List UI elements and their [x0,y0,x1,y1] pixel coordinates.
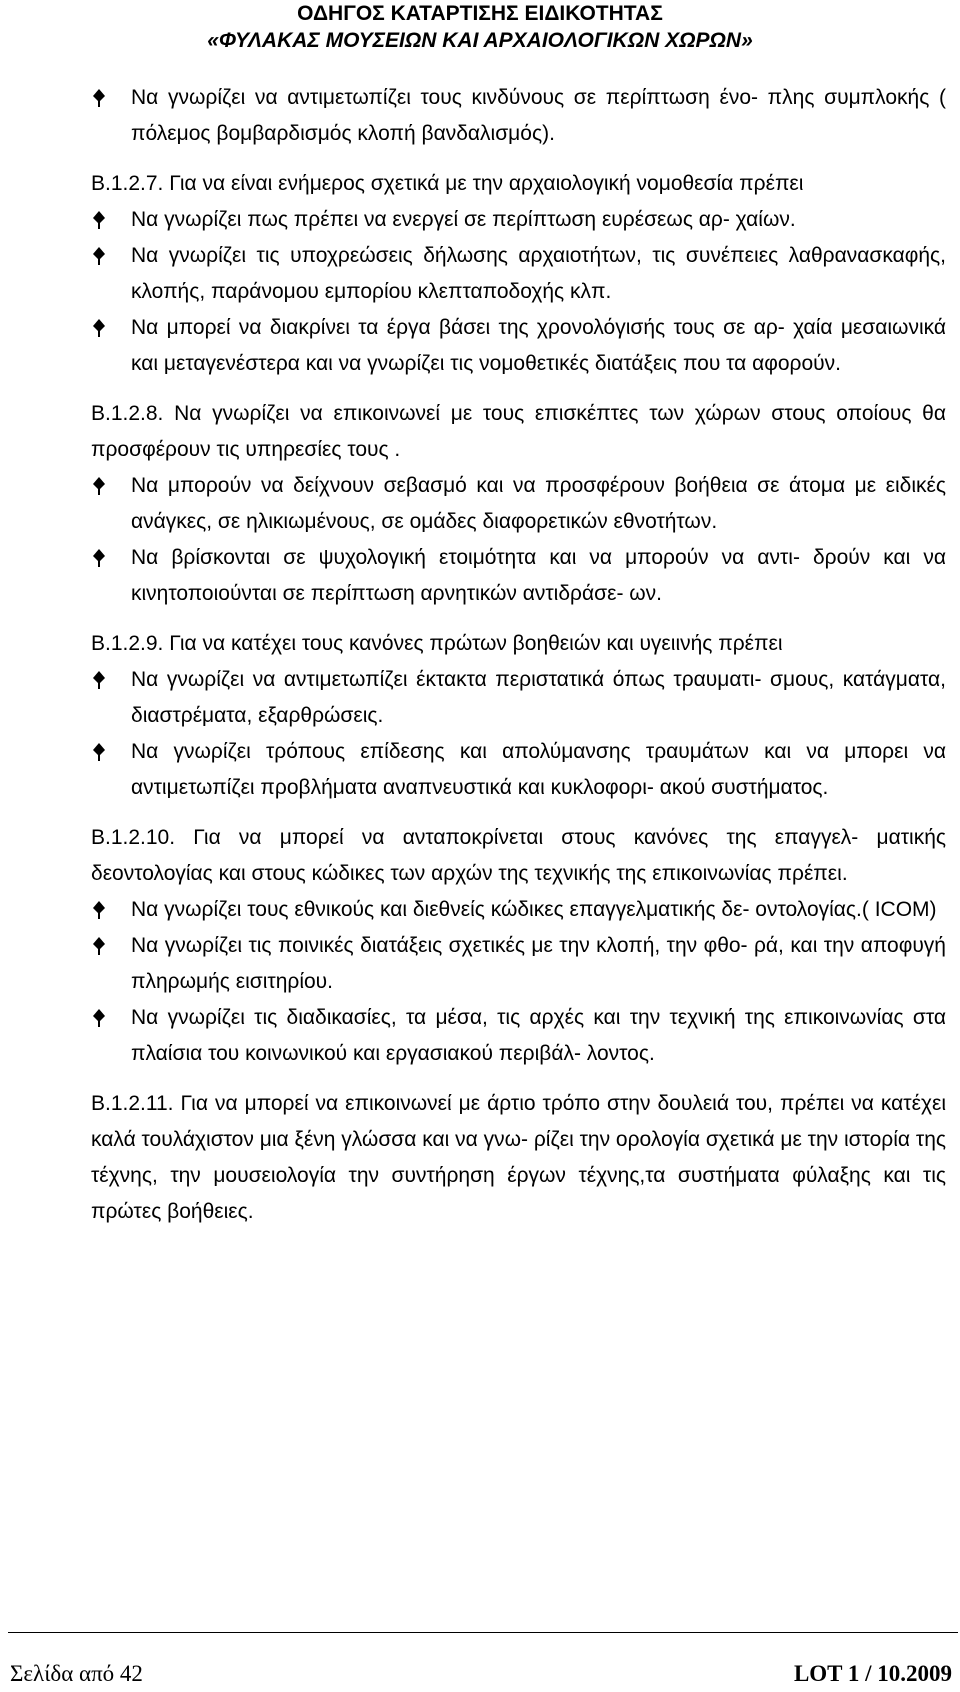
section-b128 [91,396,946,612]
bullet-text: Να γνωρίζει τις διαδικασίες, τα μέσα, τις αρχές και την τεχνική της επικοινωνίας στα πλαίσια του κοινωνικού και εργασιακού περιβάλ- λοντος. [131,1006,946,1065]
header-guide-title: ΟΔΗΓΟΣ ΚΑΤΑΡΤΙΣΗΣ ΕΙΔΙΚΟΤΗΤΑΣ [297,2,663,25]
bullet-item [91,734,946,806]
bullet-text: Να γνωρίζει πως πρέπει να ενεργεί σε περίπτωση ευρέσεως αρ- χαίων. [131,208,796,231]
diamond-bullet-icon [91,549,107,567]
diamond-bullet-icon [91,319,107,337]
diamond-bullet-icon [91,743,107,761]
section-b127 [91,166,946,382]
diamond-bullet-icon [91,477,107,495]
diamond-bullet-icon [91,211,107,229]
section-intro [91,80,946,152]
bullet-item [91,238,946,310]
footer-divider [8,1632,958,1633]
footer-doc-code: LOT 1 / 10.2009 [793,1661,952,1686]
footer-page-label: Σελίδα από 42 [10,1661,143,1686]
diamond-bullet-icon [91,901,107,919]
bullet-text: Να βρίσκονται σε ψυχολογική ετοιμότητα και να μπορούν να αντι- δρούν και να κινητοποιούνται σε περίπτωση αρνητικών αντιδράσε- ων. [131,546,946,605]
bullet-item [91,892,946,928]
section-b1210 [91,820,946,1072]
bullet-text: Να γνωρίζει να αντιμετωπίζει τους κινδύνους σε περίπτωση ένο- πλης συμπλοκής ( πόλεμος βομβαρδισμός κλοπή βανδαλισμός). [131,86,946,145]
bullet-item [91,202,946,238]
bullet-text: Να μπορούν να δείχνουν σεβασμό και να προσφέρουν βοήθεια σε άτομα με ειδικές ανάγκες, σε ηλικιωμένους, σε ομάδες διαφορετικών εθνοτήτων. [131,474,946,533]
bullet-item [91,928,946,1000]
bullet-item [91,662,946,734]
bullet-text: Να μπορεί να διακρίνει τα έργα βάσει της χρονολόγισής τους σε αρ- χαία μεσαιωνικά και μεταγενέστερα και να γνωρίζει τις νομοθετικές διατάξεις που τα αφορούν. [131,316,946,375]
bullet-item [91,468,946,540]
bullet-text: Να γνωρίζει τις ποινικές διατάξεις σχετικές με την κλοπή, την φθο- ρά, και την αποφυγή πληρωμής εισιτηρίου. [131,934,946,993]
bullet-item [91,80,946,152]
section-heading: Β.1.2.9. Για να κατέχει τους κανόνες πρώτων βοηθειών και υγειινής πρέπει [91,632,783,655]
bullet-item [91,1000,946,1072]
section-heading: Β.1.2.7. Για να είναι ενήμερος σχετικά με την αρχαιολογική νομοθεσία πρέπει [91,172,804,195]
diamond-bullet-icon [91,671,107,689]
bullet-item [91,540,946,612]
section-heading: Β.1.2.10. Για να μπορεί να ανταποκρίνεται στους κανόνες της επαγγελ- ματικής δεοντολογίας και στους κώδικες των αρχών της τεχνικής της επικοινωνίας πρέπει. [91,826,946,885]
section-heading: Β.1.2.11. Για να μπορεί να επικοινωνεί με άρτιο τρόπο στην δουλειά του, πρέπει να κατέχει καλά τουλάχιστον μια ξένη γλώσσα και να γνω- ρίζει την ορολογία σχετικά με την ιστορία της τέχνης, την μουσειολογία την συντήρηση έργων τέχνης,τα συστήματα φύλαξης και τις πρώτες βοήθειες. [91,1092,946,1223]
header-specialty-title: «ΦΥΛΑΚΑΣ ΜΟΥΣΕΙΩΝ ΚΑΙ ΑΡΧΑΙΟΛΟΓΙΚΩΝ ΧΩΡΩΝ» [207,29,753,52]
page-header [0,0,960,54]
diamond-bullet-icon [91,89,107,107]
bullet-text: Να γνωρίζει να αντιμετωπίζει έκτακτα περιστατικά όπως τραυματι- σμους, κατάγματα, διαστρέματα, εξαρθρώσεις. [131,668,946,727]
bullet-text: Να γνωρίζει τις υποχρεώσεις δήλωσης αρχαιοτήτων, τις συνέπειες λαθρανασκαφής, κλοπής, παράνομου εμπορίου κλεπταποδοχής κλπ. [131,244,946,303]
bullet-text: Να γνωρίζει τρόπους επίδεσης και απολύμανσης τραυμάτων και να μπορει να αντιμετωπίζει προβλήματα αναπνευστικά και κυκλοφορι- ακού συστήματος. [131,740,946,799]
section-b1211 [91,1086,946,1230]
bullet-text: Να γνωρίζει τους εθνικούς και διεθνείς κώδικες επαγγελματικής δε- οντολογίας.( ICOM) [131,898,937,921]
diamond-bullet-icon [91,1009,107,1027]
section-b129 [91,626,946,806]
bullet-item [91,310,946,382]
diamond-bullet-icon [91,937,107,955]
section-heading: Β.1.2.8. Να γνωρίζει να επικοινωνεί με τους επισκέπτες των χώρων στους οποίους θα προσφέρουν τις υπηρεσίες τους . [91,402,946,461]
diamond-bullet-icon [91,247,107,265]
document-body [91,80,946,1230]
